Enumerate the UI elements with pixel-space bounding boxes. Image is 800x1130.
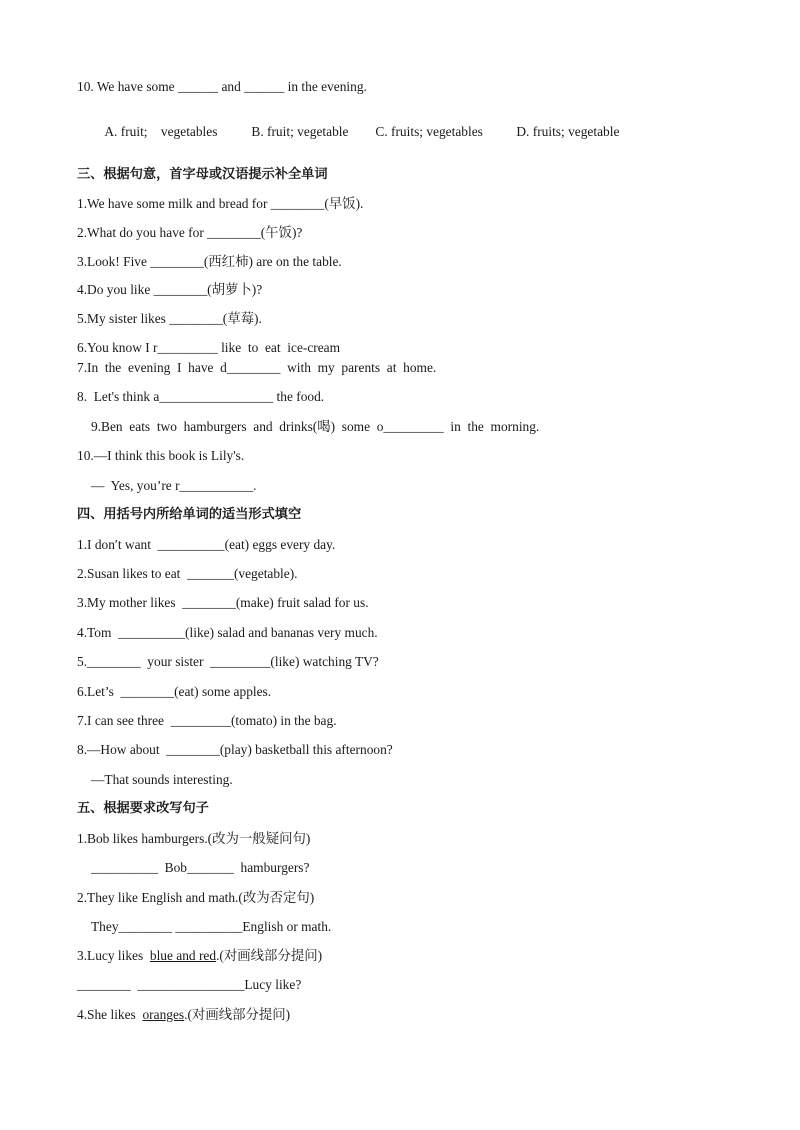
section-3-item-7: 7.In the evening I have d________ with my parents at home. bbox=[77, 360, 437, 375]
question-10-options bbox=[91, 108, 619, 156]
section-3-item-1: 1.We have some milk and bread for ________(早饭). bbox=[77, 196, 364, 211]
section-4-heading: 四、用括号内所给单词的适当形式填空 bbox=[77, 507, 302, 522]
underlined-word: oranges bbox=[142, 1007, 185, 1022]
section-3-item-5: 5.My sister likes ________(草莓). bbox=[77, 311, 262, 326]
question-10: 10. We have some ______ and ______ in the evening. bbox=[77, 79, 367, 94]
section-4-item-2: 2.Susan likes to eat _______(vegetable). bbox=[77, 566, 298, 581]
section-5-item-1: 1.Bob likes hamburgers.(改为一般疑问句) bbox=[77, 831, 311, 846]
section-5-item-4-suffix: .(对画线部分提问) bbox=[184, 1007, 291, 1022]
section-5-heading: 五、根据要求改写句子 bbox=[77, 801, 209, 816]
section-5-item-3-prefix: 3.Lucy likes bbox=[77, 948, 150, 963]
section-5-item-4 bbox=[77, 1007, 290, 1023]
option-c: C. fruits; vegetables bbox=[375, 124, 483, 139]
section-3-item-9: 9.Ben eats two hamburgers and drinks(喝) some o_________ in the morning. bbox=[91, 419, 540, 434]
section-3-item-8: 8. Let's think a_________________ the food. bbox=[77, 389, 325, 404]
section-4-item-8-reply: —That sounds interesting. bbox=[91, 772, 233, 787]
section-3-item-10-reply: — Yes, you’re r___________. bbox=[91, 478, 257, 493]
section-4-item-1: 1.I don′t want __________(eat) eggs every day. bbox=[77, 537, 336, 552]
option-b: B. fruit; vegetable bbox=[251, 124, 349, 139]
option-d: D. fruits; vegetable bbox=[516, 124, 620, 139]
section-4-item-7: 7.I can see three _________(tomato) in the bag. bbox=[77, 713, 337, 728]
section-5-item-2: 2.They like English and math.(改为否定句) bbox=[77, 890, 315, 905]
section-4-item-4: 4.Tom __________(like) salad and bananas very much. bbox=[77, 625, 378, 640]
section-5-item-3-suffix: .(对画线部分提问) bbox=[216, 948, 323, 963]
section-3-item-10: 10.—I think this book is Lily's. bbox=[77, 448, 245, 463]
section-3-item-2: 2.What do you have for ________(午饭)? bbox=[77, 225, 303, 240]
option-a: A. fruit; vegetables bbox=[104, 124, 218, 139]
section-5-item-1-answer: __________ Bob_______ hamburgers? bbox=[91, 860, 310, 875]
section-4-item-5: 5.________ your sister _________(like) watching TV? bbox=[77, 654, 379, 669]
section-3-item-3: 3.Look! Five ________(西红柿) are on the table. bbox=[77, 254, 342, 269]
section-4-item-6: 6.Let’s ________(eat) some apples. bbox=[77, 684, 272, 699]
section-4-item-8: 8.—How about ________(play) basketball this afternoon? bbox=[77, 742, 393, 757]
section-3-item-4: 4.Do you like ________(胡萝卜)? bbox=[77, 282, 263, 297]
section-4-item-3: 3.My mother likes ________(make) fruit salad for us. bbox=[77, 595, 369, 610]
section-5-item-3-answer: ________ ________________Lucy like? bbox=[77, 977, 302, 992]
section-5-item-2-answer: They________ __________English or math. bbox=[91, 919, 332, 934]
section-5-item-3 bbox=[77, 948, 322, 964]
section-3-item-6: 6.You know I r_________ like to eat ice-cream bbox=[77, 340, 341, 355]
section-3-heading: 三、根据句意，首字母或汉语提示补全单词 bbox=[77, 167, 328, 182]
underlined-phrase: blue and red bbox=[149, 948, 217, 963]
section-5-item-4-prefix: 4.She likes bbox=[77, 1007, 143, 1022]
